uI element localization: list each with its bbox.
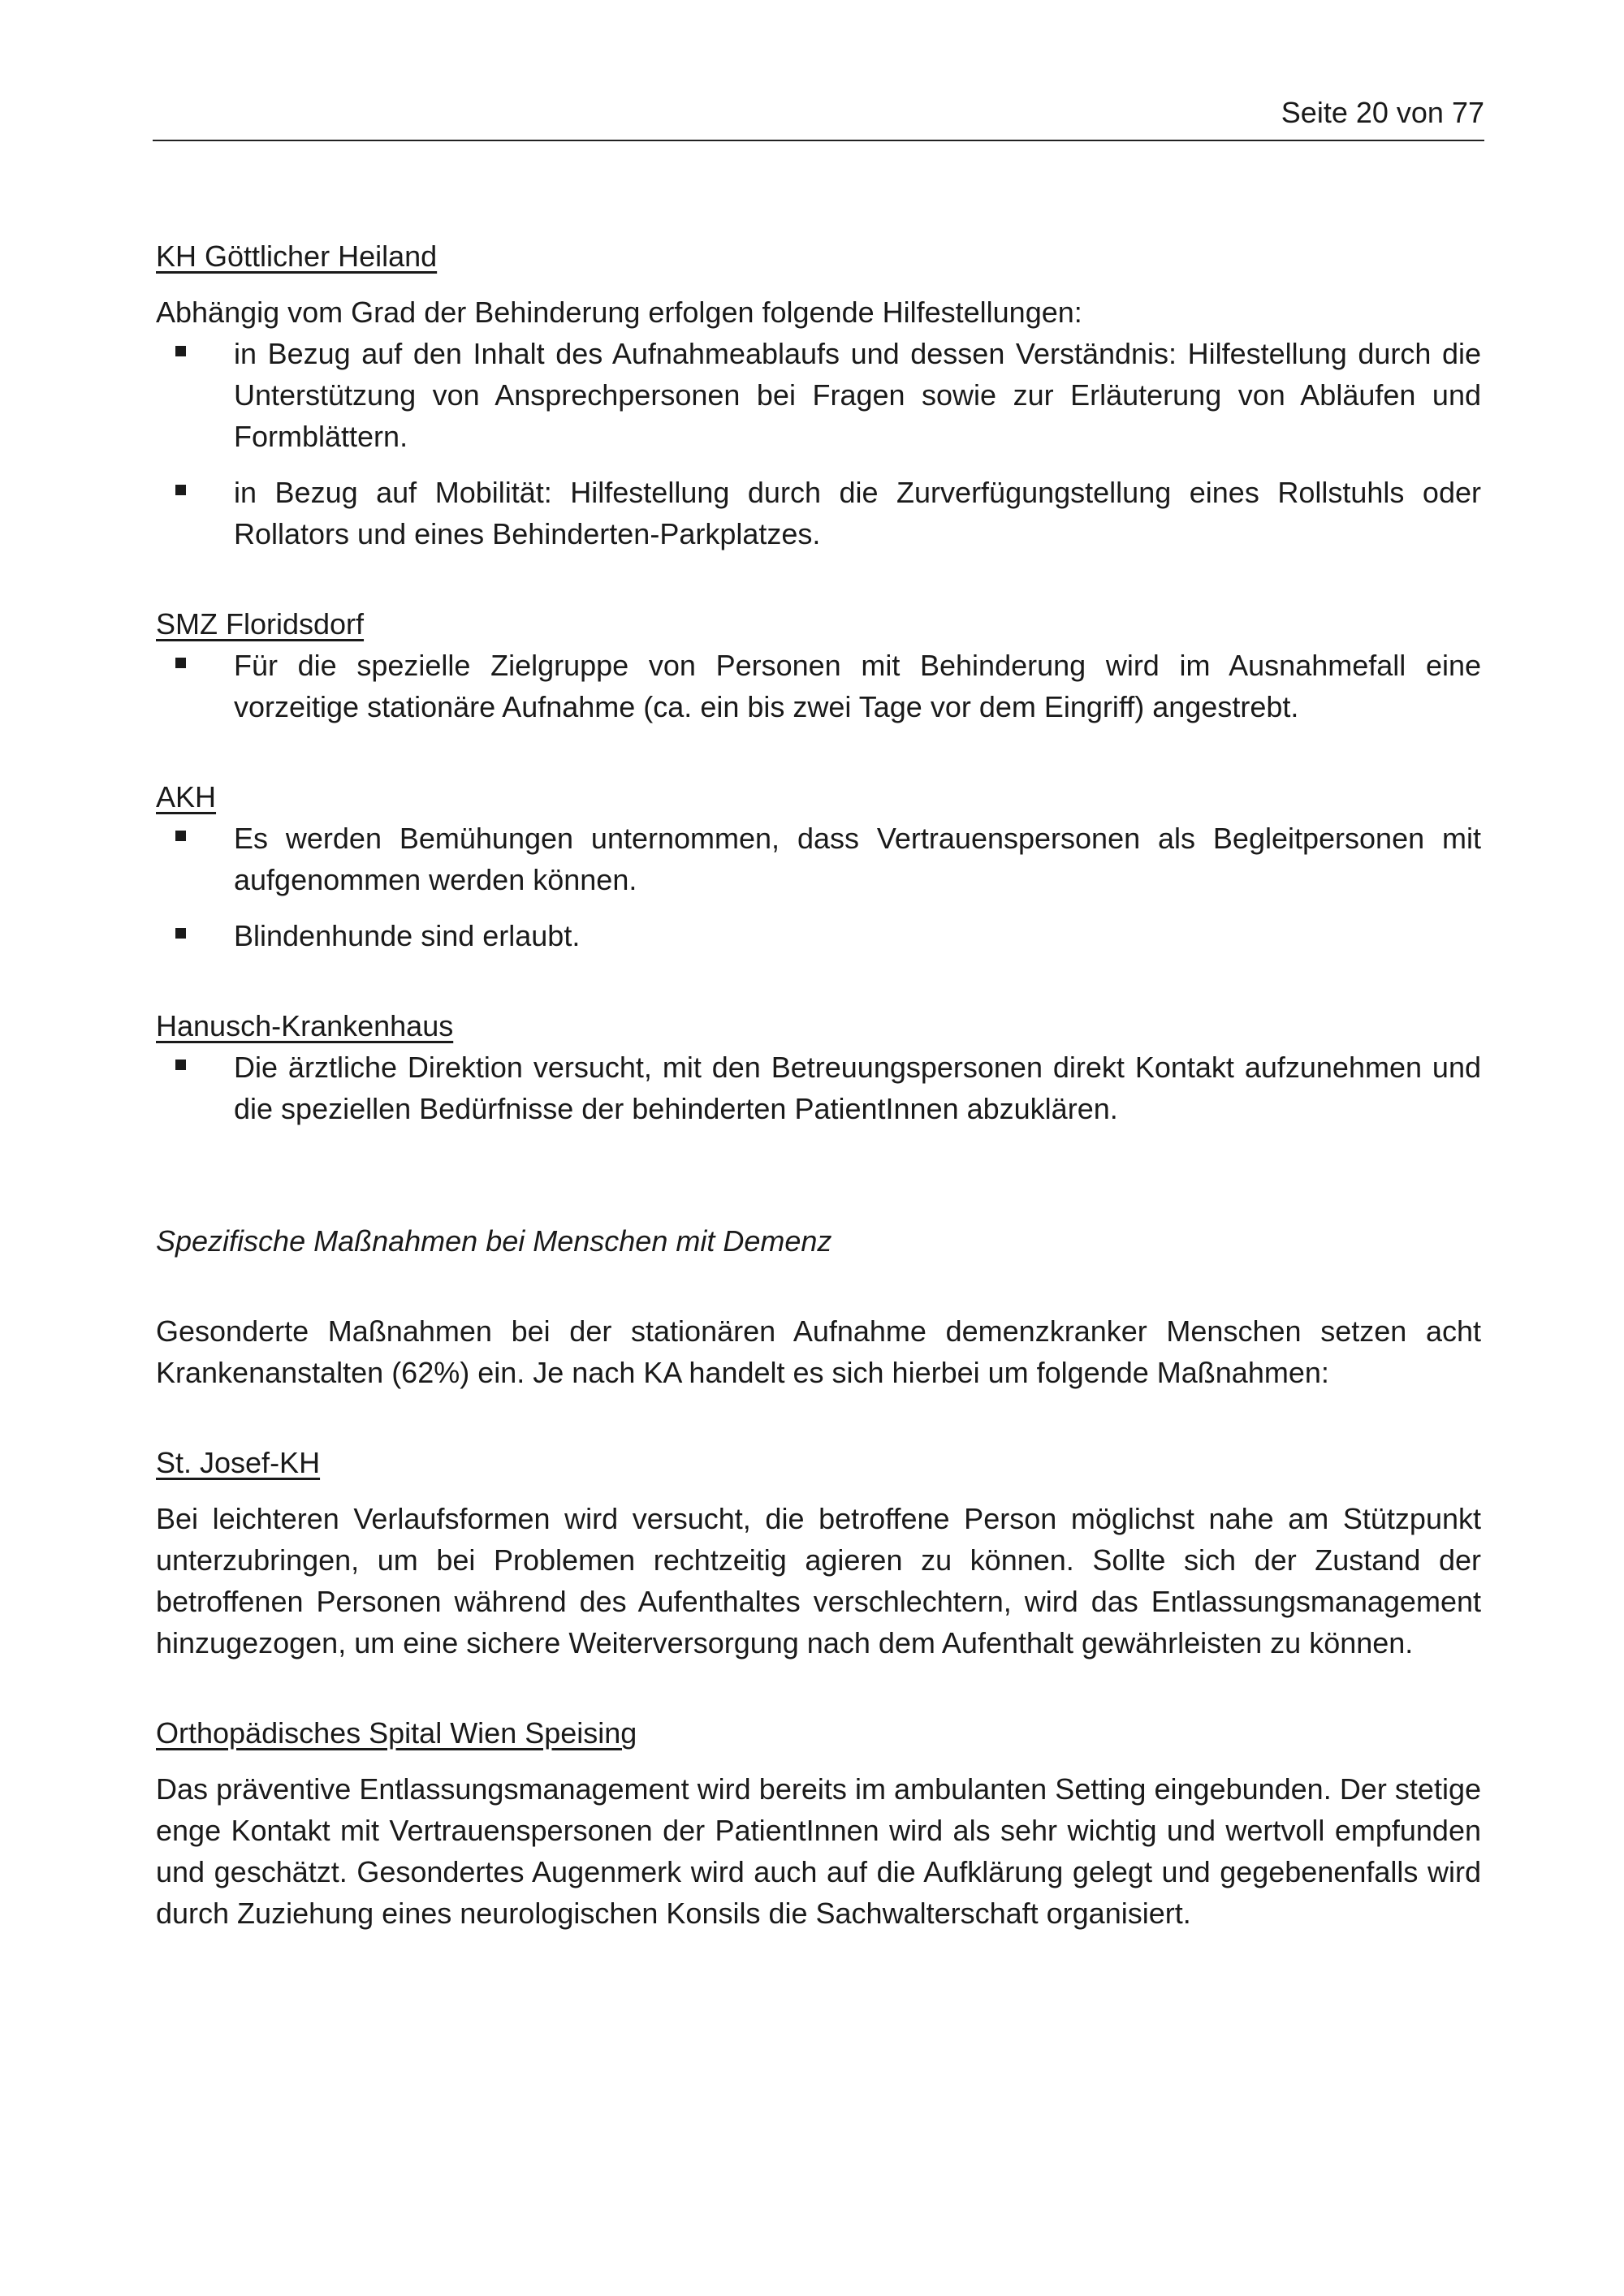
list-item	[175, 915, 1481, 956]
list-item	[175, 645, 1481, 727]
list-item	[175, 472, 1481, 555]
section-intro: Abhängig vom Grad der Behinderung erfolgen folgende Hilfestellungen:	[156, 296, 1082, 329]
page-content	[156, 235, 1481, 1934]
list-item-text: in Bezug auf Mobilität: Hilfestellung durch die Zurverfügungstellung eines Rollstuhls oder Rollators und eines Behinderten-Parkplatzes.	[234, 476, 1481, 550]
section-heading: St. Josef-KH	[156, 1446, 321, 1479]
bullet-list	[156, 818, 1481, 956]
section-paragraph: Das präventive Entlassungsmanagement wird bereits im ambulanten Setting eingebunden. Der stetige enge Kontakt mit Vertrauenspersonen der PatientInnen wird als sehr wichtig und wertvoll empfunden und geschätzt. Gesondertes Augenmerk wird auch auf die Aufklärung gelegt und gegebenenfalls wird durch Zuziehung eines neurologischen Konsils die Sachwalterschaft organisiert.	[156, 1772, 1481, 1930]
section-heading: Hanusch-Krankenhaus	[156, 1009, 454, 1042]
section-smz-floridsdorf	[156, 603, 1481, 727]
bullet-list	[156, 333, 1481, 555]
section-heading: Orthopädisches Spital Wien Speising	[156, 1716, 637, 1750]
section-hanusch-krankenhaus	[156, 1005, 1481, 1129]
section-orthopaedisches-spital-speising	[156, 1712, 1481, 1934]
section-heading: SMZ Floridsdorf	[156, 607, 365, 641]
list-item	[175, 818, 1481, 900]
list-item-text: Es werden Bemühungen unternommen, dass Vertrauenspersonen als Begleitpersonen mit aufgenommen werden können.	[234, 822, 1481, 896]
square-bullet-icon	[175, 1060, 186, 1070]
section-akh	[156, 776, 1481, 956]
section-paragraph: Gesonderte Maßnahmen bei der stationären Aufnahme demenzkranker Menschen setzen acht Krankenanstalten (62%) ein. Je nach KA handelt es sich hierbei um folgende Maßnahmen:	[156, 1314, 1481, 1389]
section-heading: KH Göttlicher Heiland	[156, 240, 438, 273]
square-bullet-icon	[175, 346, 186, 356]
section-heading-italic: Spezifische Maßnahmen bei Menschen mit Demenz	[156, 1224, 832, 1258]
list-item-text: Für die spezielle Zielgruppe von Personen mit Behinderung wird im Ausnahmefall eine vorzeitige stationäre Aufnahme (ca. ein bis zwei Tage vor dem Eingriff) angestrebt.	[234, 649, 1481, 723]
list-item-text: Die ärztliche Direktion versucht, mit den Betreuungspersonen direkt Kontakt aufzunehmen und die speziellen Bedürfnisse der behinderten PatientInnen abzuklären.	[234, 1051, 1481, 1125]
bullet-list	[156, 645, 1481, 727]
page-number: Seite 20 von 77	[1281, 96, 1484, 129]
section-paragraph: Bei leichteren Verlaufsformen wird versucht, die betroffene Person möglichst nahe am Stützpunkt unterzubringen, um bei Problemen rechtzeitig agieren zu können. Sollte sich der Zustand der betroffenen Personen während des Aufenthaltes verschlechtern, wird das Entlassungsmanagement hinzugezogen, um eine sichere Weiterversorgung nach dem Aufenthalt gewährleisten zu können.	[156, 1502, 1481, 1659]
list-item-text: Blindenhunde sind erlaubt.	[234, 919, 581, 952]
square-bullet-icon	[175, 485, 186, 495]
section-heading: AKH	[156, 780, 217, 814]
square-bullet-icon	[175, 928, 186, 939]
section-st-josef-kh	[156, 1442, 1481, 1664]
square-bullet-icon	[175, 658, 186, 668]
list-item	[175, 333, 1481, 457]
square-bullet-icon	[175, 831, 186, 841]
page-header	[153, 91, 1484, 141]
list-item	[175, 1047, 1481, 1129]
section-kh-goettlicher-heiland	[156, 235, 1481, 555]
list-item-text: in Bezug auf den Inhalt des Aufnahmeablaufs und dessen Verständnis: Hilfestellung durch die Unterstützung von Ansprechpersonen bei Fragen sowie zur Erläuterung von Abläufen und Formblättern.	[234, 337, 1481, 453]
bullet-list	[156, 1047, 1481, 1129]
section-demenz	[156, 1220, 1481, 1393]
